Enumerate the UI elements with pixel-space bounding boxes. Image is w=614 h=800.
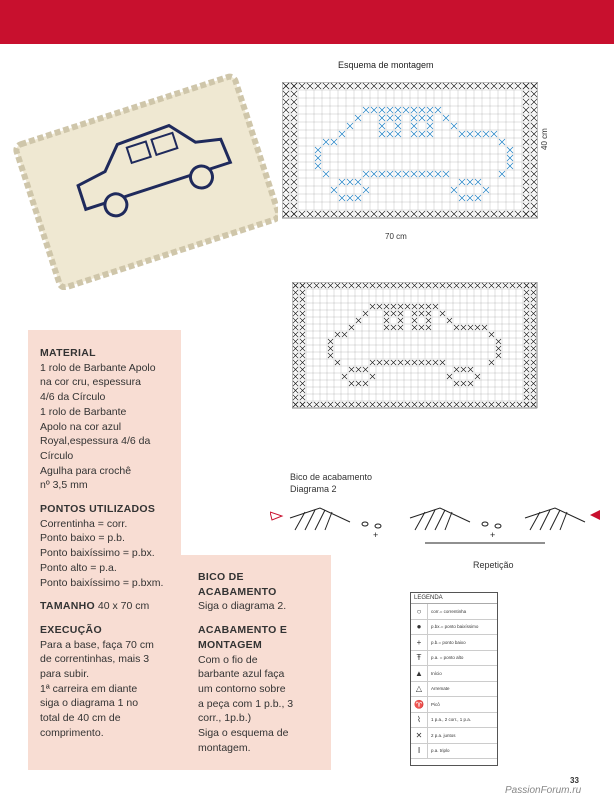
legend-row — [411, 697, 497, 713]
acabamento-line: um contorno sobre — [198, 682, 286, 695]
execucao-line: para subir. — [40, 668, 90, 681]
legend-row — [411, 620, 497, 636]
top-red-bar — [0, 0, 614, 44]
execucao-line: Para a base, faça 70 cm — [40, 638, 154, 651]
svg-text:+: + — [490, 530, 496, 540]
acabamento-heading-1: ACABAMENTO E — [198, 624, 288, 637]
legend-symbol: ● — [411, 620, 428, 635]
schema-title: Esquema de montagem — [338, 60, 434, 70]
bico-heading-1: BICO DE — [198, 571, 244, 583]
legend-row — [411, 604, 497, 620]
material-heading: MATERIAL — [40, 347, 96, 359]
execucao-line: 1ª carreira em diante — [40, 682, 138, 695]
execucao-heading: EXECUÇÃO — [40, 623, 102, 636]
legend-label: Início — [431, 670, 442, 676]
legend-symbol: ○ — [411, 604, 428, 619]
bico-text: Siga o diagrama 2. — [198, 600, 287, 613]
acabamento-line: barbante azul faça — [198, 668, 285, 681]
bico-diagram-title-1: Bico de acabamento — [290, 472, 373, 482]
legend-symbol: △ — [411, 682, 428, 697]
legend-label: p.bx.= ponto baixíssimo — [431, 624, 479, 630]
acabamento-line: Siga o esquema de — [198, 727, 289, 740]
legend-symbol: ⌇ — [411, 713, 428, 728]
execucao-line: comprimento. — [40, 726, 104, 739]
acabamento-lines — [198, 653, 323, 756]
material-line: 1 rolo de Barbante — [40, 405, 127, 418]
pontos-heading: PONTOS UTILIZADOS — [40, 503, 156, 516]
legend-row — [411, 728, 497, 744]
pontos-lines — [40, 517, 180, 591]
bico-diagram-title-2: Diagrama 2 — [290, 484, 337, 494]
legend-label: p.a. = ponto alto — [431, 655, 464, 661]
legend-row — [411, 651, 497, 667]
acabamento-heading-2: MONTAGEM — [198, 638, 263, 651]
pontos-line: Ponto alto = p.a. — [40, 561, 117, 574]
diagram-1-chart — [292, 282, 542, 412]
bico-diagram-title — [290, 471, 372, 495]
pontos-line: Ponto baixíssimo = p.bxm. — [40, 576, 164, 589]
legend-symbol: ♈ — [411, 697, 428, 712]
legend-row — [411, 682, 497, 698]
material-line: Agulha para crochê — [40, 464, 132, 477]
material-line: 4/6 da Círculo — [40, 391, 106, 404]
material-line: Círculo — [40, 449, 74, 462]
acabamento-line: montagem. — [198, 741, 251, 754]
execucao-line: siga o diagrama 1 no — [40, 697, 139, 710]
legend-row — [411, 666, 497, 682]
svg-text:+: + — [373, 530, 379, 540]
page-number: 33 — [570, 776, 579, 785]
bico-diagram — [270, 500, 605, 555]
execucao-line: de correntinhas, mais 3 — [40, 653, 150, 666]
repeat-label: Repetição — [473, 560, 514, 570]
legend-rows — [411, 604, 497, 759]
pontos-line: Ponto baixo = p.b. — [40, 532, 125, 545]
legend-label: 1 p.a., 2 corr., 1 p.a. — [431, 717, 472, 723]
assembly-chart — [282, 82, 538, 222]
legend-row — [411, 744, 497, 760]
legend-label: p.b.= ponto baixo — [431, 639, 466, 645]
left-column — [40, 346, 180, 741]
material-line: na cor cru, espessura — [40, 376, 141, 389]
rug-photo — [8, 60, 278, 290]
legend-box — [410, 592, 498, 766]
execucao-line: total de 40 cm de — [40, 712, 121, 725]
right-column — [198, 570, 323, 755]
legend-row — [411, 635, 497, 651]
material-line: Apolo na cor azul — [40, 420, 122, 433]
legend-title: LEGENDA — [411, 593, 497, 604]
legend-label: 2 p.a. juntos — [431, 732, 456, 738]
legend-symbol: ▲ — [411, 666, 428, 681]
legend-label: Picô — [431, 701, 440, 707]
execucao-lines — [40, 638, 180, 741]
material-line: nº 3,5 mm — [40, 479, 88, 492]
legend-row — [411, 713, 497, 729]
material-lines — [40, 361, 180, 493]
acabamento-line: a peça com 1 p.b., 3 — [198, 697, 294, 710]
material-line: Royal,espessura 4/6 da — [40, 435, 151, 448]
legend-symbol: + — [411, 635, 428, 650]
legend-label: Arremate — [431, 686, 450, 692]
bico-heading-2: ACABAMENTO — [198, 585, 277, 598]
pontos-line: Ponto baixíssimo = p.bx. — [40, 547, 155, 560]
tamanho-value: 40 x 70 cm — [97, 600, 150, 613]
dimension-width: 70 cm — [385, 232, 407, 241]
material-line: 1 rolo de Barbante Apolo — [40, 361, 156, 374]
tamanho-line — [40, 599, 180, 614]
legend-label: corr.= correntinha — [431, 608, 467, 614]
watermark: PassionForum.ru — [505, 785, 582, 796]
legend-symbol: Ⅰ — [411, 744, 428, 759]
pontos-line: Correntinha = corr. — [40, 517, 128, 530]
legend-symbol: Ŧ — [411, 651, 428, 666]
legend-label: p.a. triplo — [431, 748, 450, 754]
acabamento-line: corr., 1p.b.) — [198, 712, 252, 725]
legend-symbol: ✕ — [411, 728, 428, 743]
acabamento-line: Com o fio de — [198, 653, 258, 666]
tamanho-heading: TAMANHO — [40, 600, 95, 613]
dimension-height: 40 cm — [540, 128, 549, 150]
